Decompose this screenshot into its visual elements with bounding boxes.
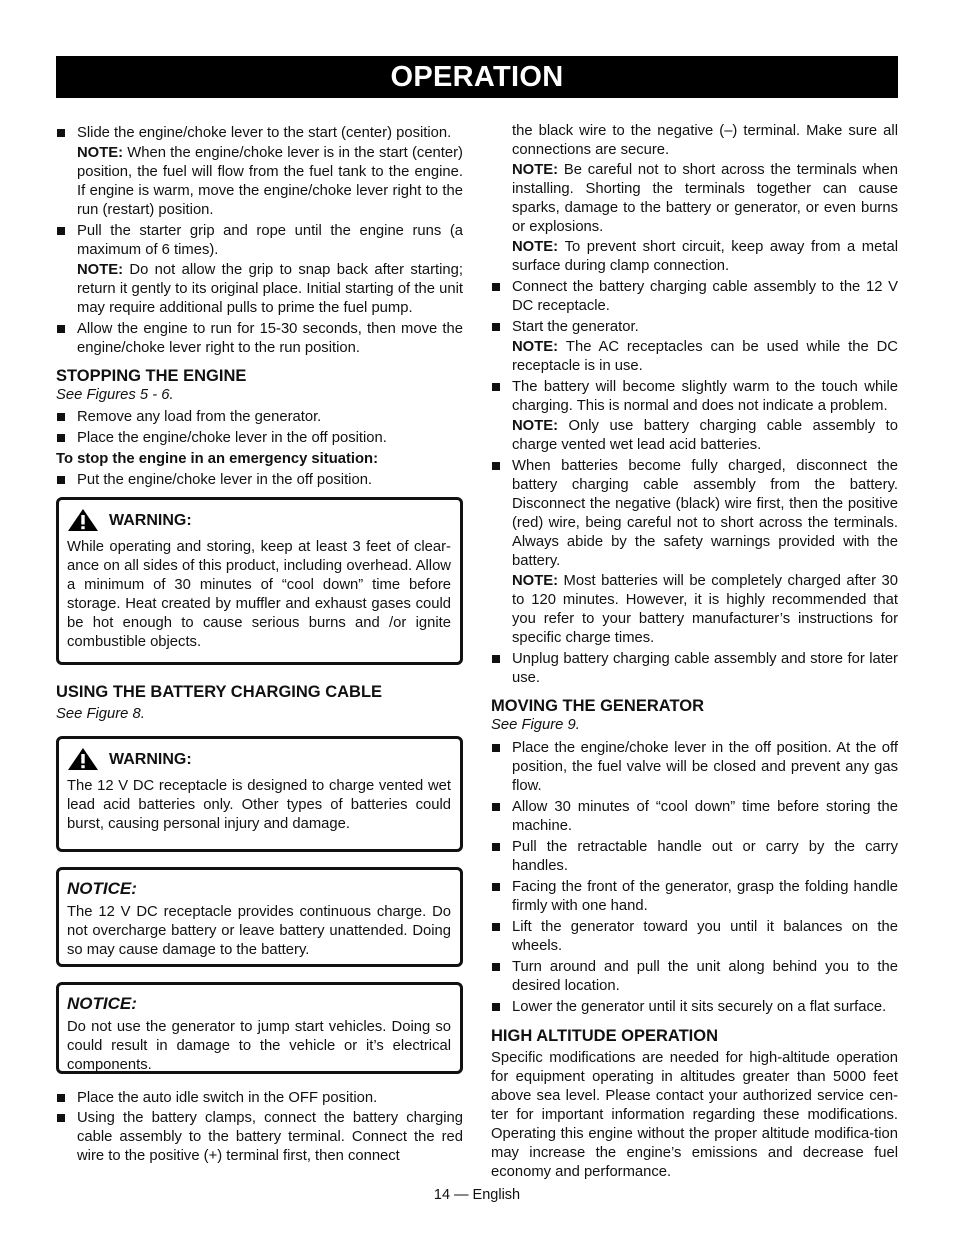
section-heading-moving: MOVING THE GENERATOR <box>491 697 704 715</box>
note-label: NOTE: <box>512 339 559 355</box>
list-item <box>56 320 463 358</box>
bullet-text: Place the engine/choke lever in the off position. <box>77 430 387 446</box>
warning-text: While operating and storing, keep at least 3 feet of clear-ance on all sides of this product, including overhead. Allow a minimum of 30 minutes of “cool down” time before storage. Heat created by muffler and exhaust gases could be hot enough to cause serious burns and /or ignite combustible objects. <box>67 539 451 650</box>
note-text: To prevent short circuit, keep away from a metal surface during clamp connection. <box>512 239 898 274</box>
list-item <box>491 838 898 876</box>
warning-triangle-icon <box>67 747 99 771</box>
bullet-text: Place the engine/choke lever in the off position. At the off position, the fuel valve will be closed and prevent any gas flow. <box>512 740 898 794</box>
notice-text: Do not use the generator to jump start vehicles. Doing so could result in damage to the vehicle or it’s electrical components. <box>67 1019 451 1073</box>
note <box>77 144 463 220</box>
bullet-text: Connect the battery charging cable assembly to the 12 V DC receptacle. <box>512 279 898 314</box>
list-item <box>491 457 898 648</box>
note <box>512 572 898 648</box>
continued-paragraph: the black wire to the negative (–) terminal. Make sure all connections are secure. <box>512 123 898 158</box>
bullet-text: Allow 30 minutes of “cool down” time before storing the machine. <box>512 799 898 834</box>
bullet-text: Place the auto idle switch in the OFF position. <box>77 1090 378 1106</box>
note <box>512 417 898 455</box>
list-item <box>56 429 463 448</box>
note-text: The AC receptacles can be used while the DC receptacle is in use. <box>512 339 898 374</box>
bullet-text: Allow the engine to run for 15-30 seconds, then move the engine/choke lever right to the run position. <box>77 321 463 356</box>
bullet-text: Remove any load from the generator. <box>77 409 322 425</box>
section-heading-stopping: STOPPING THE ENGINE <box>56 367 247 385</box>
bullet-text: Put the engine/choke lever in the off position. <box>77 472 373 488</box>
figure-reference: See Figure 8. <box>56 706 145 722</box>
bullet-text: Facing the front of the generator, grasp the folding handle firmly with one hand. <box>512 879 898 914</box>
note <box>512 338 898 376</box>
note-text: Most batteries will be completely charged after 30 to 120 minutes. However, it is highly recommended that you refer to your battery manufacturer’s instructions for specific charge times. <box>512 573 898 646</box>
figure-reference: See Figures 5 - 6. <box>56 387 174 403</box>
bullet-text: Lift the generator toward you until it balances on the wheels. <box>512 919 898 954</box>
warning-header <box>67 747 451 771</box>
note-label: NOTE: <box>512 418 559 434</box>
note-text: Do not allow the grip to snap back after starting; return it gently to its original place. Initial starting of the unit may require additional pulls to prime the fuel pump. <box>77 262 463 316</box>
list-item <box>491 998 898 1017</box>
list-item <box>491 798 898 836</box>
note <box>512 161 898 237</box>
note <box>77 261 463 318</box>
list-item <box>491 878 898 916</box>
notice-box <box>56 867 463 967</box>
right-column <box>491 122 898 1182</box>
bullet-text: Using the battery clamps, connect the battery charging cable assembly to the battery terminal. Connect the red wire to the positive (+) terminal first, then connect <box>77 1110 463 1164</box>
list-item <box>56 1089 463 1108</box>
note <box>512 238 898 276</box>
bullet-text: Slide the engine/choke lever to the start (center) position. <box>77 125 452 141</box>
bullet-text: When batteries become fully charged, disconnect the battery charging cable assembly from the battery. Disconnect the negative (black) wire first, then the positive (red) wire, being careful not to short across the terminals. Always abide by the safety warnings provided with the battery. <box>512 458 898 569</box>
bullet-text: Lower the generator until it sits securely on a flat surface. <box>512 999 887 1015</box>
bullet-text: Pull the starter grip and rope until the engine runs (a maximum of 6 times). <box>77 223 463 258</box>
section-heading-altitude: HIGH ALTITUDE OPERATION <box>491 1027 719 1045</box>
altitude-paragraph: Specific modifications are needed for high-altitude operation for equipment operating in altitudes greater than 5000 feet above sea level. Please contact your authorized service cen-ter for important information regarding these modifications. Operating this engine without the proper altitude modifica-tion may increase the engine’s emissions and decrease fuel economy and performance. <box>491 1050 898 1180</box>
warning-label: WARNING: <box>109 750 192 768</box>
warning-triangle-icon <box>67 508 99 532</box>
list-item <box>491 958 898 996</box>
list-item <box>491 739 898 796</box>
emergency-label: To stop the engine in an emergency situation: <box>56 451 379 467</box>
bullet-text: Pull the retractable handle out or carry by the carry handles. <box>512 839 898 874</box>
note-text: Only use battery charging cable assembly to charge vented wet lead acid batteries. <box>512 418 898 453</box>
notice-label: NOTICE: <box>67 994 137 1013</box>
page-title: OPERATION <box>56 56 898 98</box>
warning-text: The 12 V DC receptacle is designed to charge vented wet lead acid batteries only. Other types of batteries could burst, causing personal injury and damage. <box>67 778 451 832</box>
note-label: NOTE: <box>512 573 559 589</box>
page-number: 14 — English <box>433 1187 521 1203</box>
notice-label: NOTICE: <box>67 879 137 898</box>
left-column <box>56 124 463 1166</box>
notice-box <box>56 982 463 1074</box>
note-text: Be careful not to short across the terminals when installing. Shorting the terminals together can cause sparks, damage to the battery or generator, or even burns or explosions. <box>512 162 898 235</box>
section-heading-battery: USING THE BATTERY CHARGING CABLE <box>56 683 383 701</box>
note-label: NOTE: <box>77 145 124 161</box>
list-item <box>56 1109 463 1166</box>
bullet-text: Unplug battery charging cable assembly and store for later use. <box>512 651 898 686</box>
note-label: NOTE: <box>512 239 559 255</box>
list-item <box>56 408 463 427</box>
note-label: NOTE: <box>512 162 559 178</box>
list-item <box>491 918 898 956</box>
list-item <box>491 278 898 316</box>
list-item <box>491 318 898 376</box>
figure-reference: See Figure 9. <box>491 717 580 733</box>
warning-header <box>67 508 451 532</box>
list-item <box>491 650 898 688</box>
warning-box <box>56 497 463 665</box>
continued-text <box>491 122 898 276</box>
list-item <box>56 471 463 490</box>
notice-text: The 12 V DC receptacle provides continuous charge. Do not overcharge battery or leave battery unattended. Doing so may cause damage to the battery. <box>67 904 451 958</box>
note-text: When the engine/choke lever is in the start (center) position, the fuel will flow from the fuel tank to the engine. If engine is warm, move the engine/choke lever right to the run (restart) position. <box>77 145 463 218</box>
list-item <box>56 124 463 220</box>
note-label: NOTE: <box>77 262 124 278</box>
warning-box <box>56 736 463 852</box>
list-item <box>56 222 463 318</box>
warning-label: WARNING: <box>109 511 192 529</box>
bullet-text: Turn around and pull the unit along behind you to the desired location. <box>512 959 898 994</box>
bullet-text: Start the generator. <box>512 319 639 335</box>
bullet-text: The battery will become slightly warm to the touch while charging. This is normal and does not indicate a problem. <box>512 379 898 414</box>
list-item <box>491 378 898 455</box>
